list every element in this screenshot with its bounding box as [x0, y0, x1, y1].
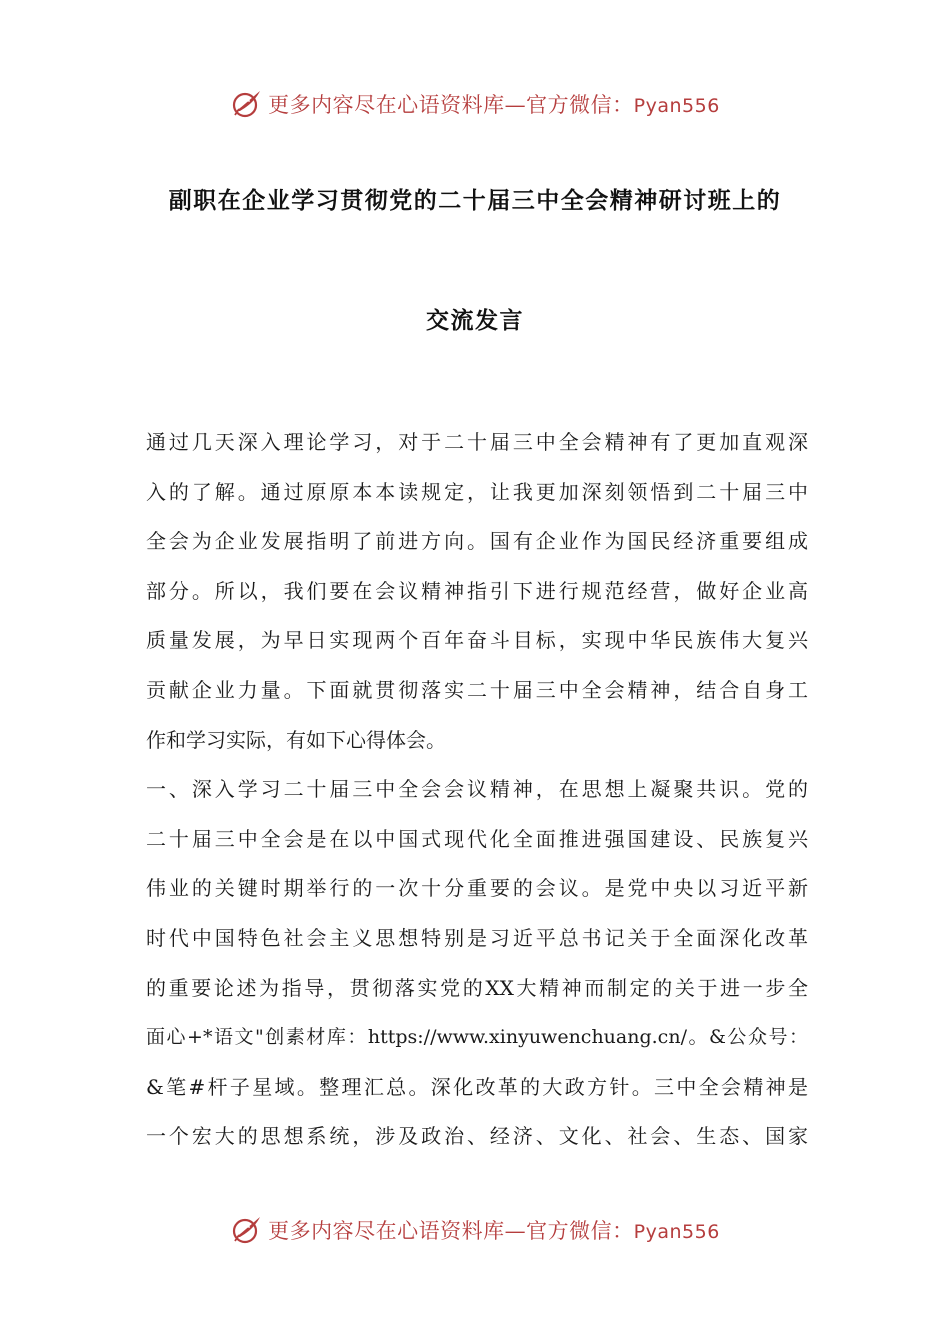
body-line: &笔#杆子星域。整理汇总。深化改革的大政方针。三中全会精神是: [146, 1074, 808, 1099]
footer-watermark-banner: [0, 1208, 950, 1252]
body-line: 部分。所以，我们要在会议精神指引下进行规范经营，做好企业高: [146, 578, 808, 603]
body-line: 入的了解。通过原原本本读规定，让我更加深刻领悟到二十届三中: [146, 479, 808, 504]
header-watermark-banner: [0, 82, 950, 126]
body-line: 贡献企业力量。下面就贯彻落实二十届三中全会精神，结合自身工: [146, 677, 808, 702]
quill-pen-circle-icon: [230, 87, 264, 121]
body-line: 全会为企业发展指明了前进方向。国有企业作为国民经济重要组成: [146, 529, 808, 554]
body-line: 一、深入学习二十届三中全会会议精神，在思想上凝聚共识。党的: [146, 777, 808, 802]
body-line: 时代中国特色社会主义思想特别是习近平总书记关于全面深化改革: [146, 925, 808, 950]
document-title-line-1: 副职在企业学习贯彻党的二十届三中全会精神研讨班上的: [168, 188, 782, 214]
body-line: 质量发展，为早日实现两个百年奋斗目标，实现中华民族伟大复兴: [146, 628, 808, 653]
body-line: 作和学习实际，有如下心得体会。: [146, 727, 446, 752]
body-line: 伟业的关键时期举行的一次十分重要的会议。是党中央以习近平新: [146, 876, 808, 901]
body-line: 面心+*语文"创素材库：https://www.xinyuwenchuang.cn/。&公众号：: [146, 1026, 808, 1049]
footer-watermark-text: 更多内容尽在心语资料库—官方微信：Pyan556: [268, 1219, 720, 1243]
body-line: 通过几天深入理论学习，对于二十届三中全会精神有了更加直观深: [146, 430, 808, 454]
body-line: 二十届三中全会是在以中国式现代化全面推进强国建设、民族复兴: [146, 826, 808, 851]
body-line: 的重要论述为指导，贯彻落实党的XX大精神而制定的关于进一步全: [146, 975, 808, 1000]
document-body: [146, 418, 808, 1162]
quill-pen-circle-icon: [230, 1213, 264, 1247]
document-title-line-2: 交流发言: [426, 308, 524, 334]
body-line: 一个宏大的思想系统，涉及政治、经济、文化、社会、生态、国家: [146, 1124, 808, 1149]
header-watermark-text: 更多内容尽在心语资料库—官方微信：Pyan556: [268, 93, 720, 117]
